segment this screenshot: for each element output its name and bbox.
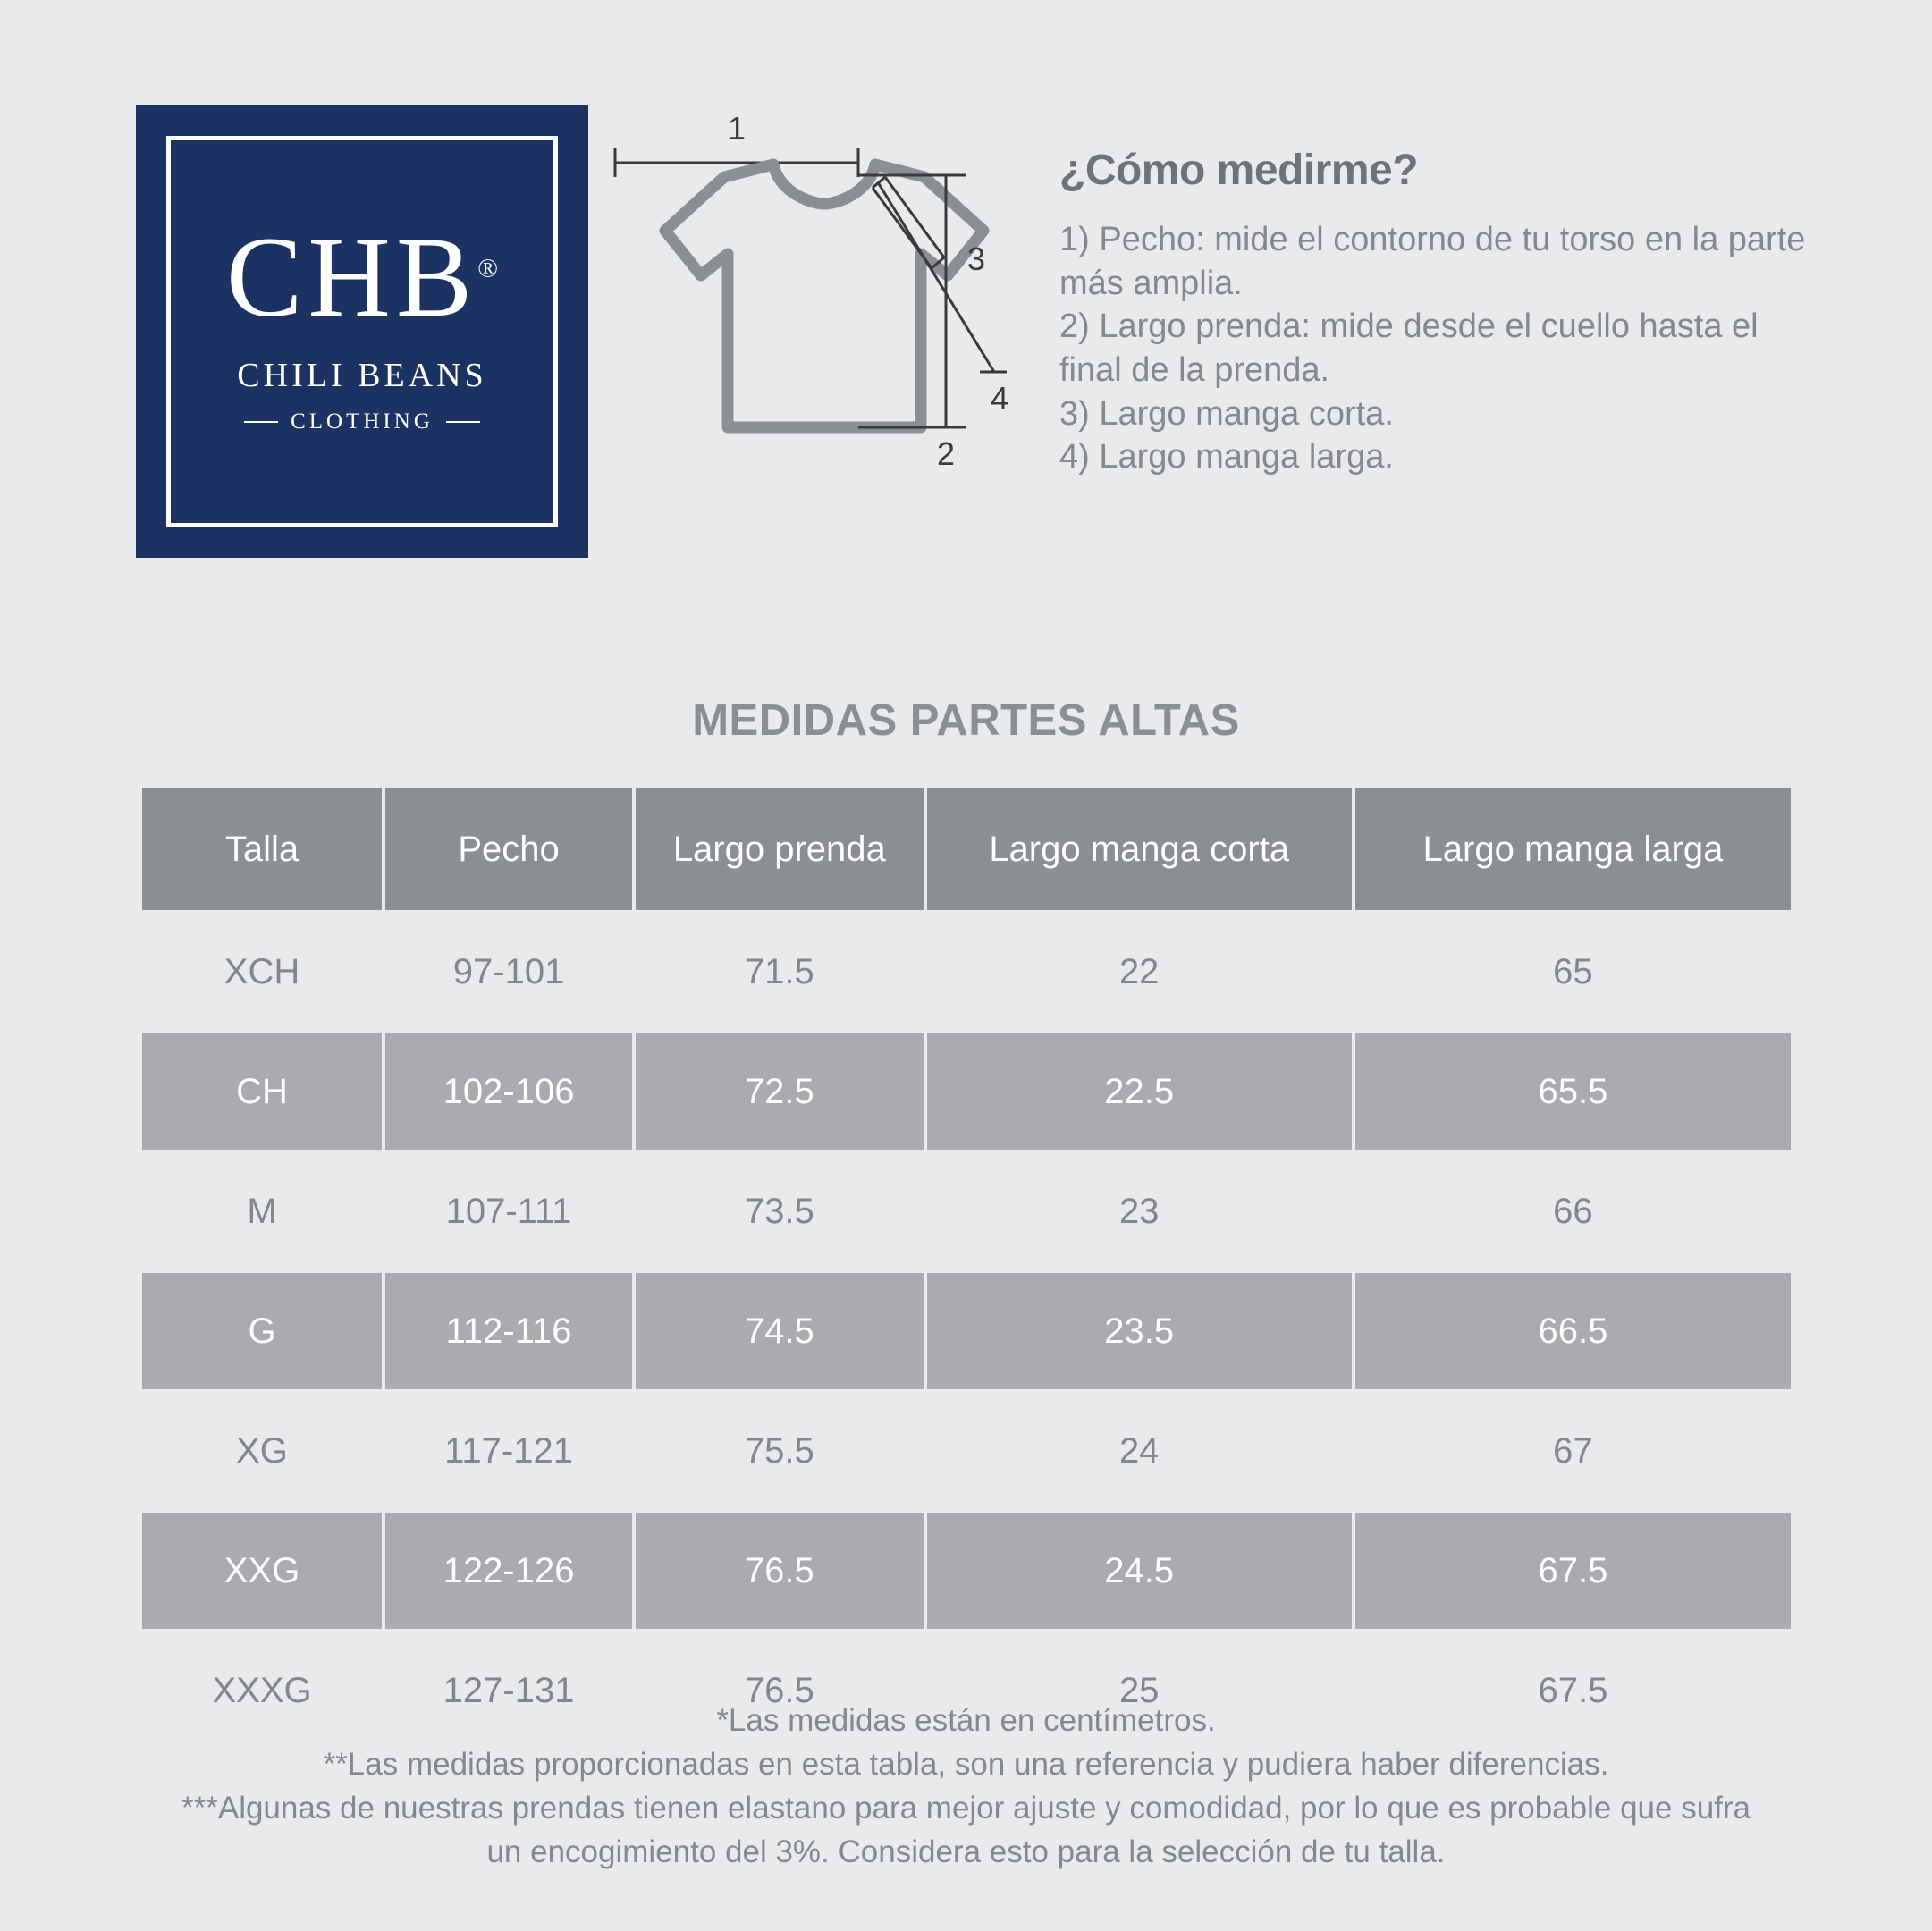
logo-subtitle: CLOTHING: [291, 409, 434, 434]
table-row: [142, 914, 1791, 1030]
how-to-measure-item: 3) Largo manga corta.: [1059, 394, 1394, 433]
cell-long-sleeve: 67.5: [1538, 1670, 1608, 1710]
table-row: [142, 1273, 1791, 1389]
table-row: [142, 1393, 1791, 1509]
cell-long-sleeve: 65.5: [1355, 1033, 1791, 1150]
table-header-row: [142, 788, 1791, 910]
how-to-measure-title: ¿Cómo medirme?: [1059, 147, 1419, 194]
cell-long-sleeve: 66: [1553, 1191, 1593, 1231]
cell-long-sleeve: 67: [1553, 1430, 1593, 1471]
short-sleeve-label: 3: [966, 240, 986, 277]
table-row: [142, 1513, 1791, 1629]
cell-length: 73.5: [744, 1191, 814, 1231]
column-header-pecho: Pecho: [385, 788, 632, 910]
cell-long-sleeve: 66.5: [1355, 1273, 1791, 1389]
cell-chest: 107-111: [445, 1191, 572, 1231]
logo-rule-left-icon: [244, 421, 278, 423]
logo-rule-right-icon: [446, 421, 480, 423]
cell-short-sleeve: 24.5: [927, 1513, 1352, 1629]
registered-trademark-icon: ®: [477, 253, 498, 283]
cell-size: G: [142, 1273, 382, 1389]
cell-chest: 117-121: [444, 1430, 573, 1471]
tshirt-diagram-svg: [590, 88, 1055, 535]
cell-chest: 97-101: [452, 951, 565, 991]
long-sleeve-label: 4: [990, 380, 1009, 417]
cell-short-sleeve: 23.5: [927, 1273, 1352, 1389]
cell-chest: 127-131: [443, 1670, 575, 1710]
cell-chest: 122-126: [385, 1513, 632, 1629]
footnote-line: un encogimiento del 3%. Considera esto para la selección de tu talla.: [486, 1834, 1446, 1869]
cell-long-sleeve: 67.5: [1355, 1513, 1791, 1629]
tshirt-outline-icon: [665, 164, 986, 427]
column-header-largo-prenda: Largo prenda: [636, 788, 924, 910]
footnote-line: *Las medidas están en centímetros.: [716, 1703, 1216, 1738]
cell-length: 72.5: [636, 1033, 924, 1150]
table-row: [142, 1033, 1791, 1150]
cell-chest: 102-106: [385, 1033, 632, 1150]
size-table: [139, 785, 1794, 1752]
how-to-measure-item: 1) Pecho: mide el contorno de tu torso en la parte más amplia.: [1059, 221, 1806, 302]
size-table-title: MEDIDAS PARTES ALTAS: [692, 696, 1240, 745]
cell-size: M: [247, 1191, 277, 1231]
how-to-measure-item: 2) Largo prenda: mide desde el cuello hasta el final de la prenda.: [1059, 308, 1759, 389]
cell-short-sleeve: 24: [1118, 1430, 1160, 1471]
logo-initials: [136, 214, 588, 341]
cell-size: XXG: [142, 1513, 382, 1629]
footnote-line: ***Algunas de nuestras prendas tienen elastano para mejor ajuste y comodidad, por lo que es probable que sufra: [181, 1791, 1751, 1826]
footnotes: [0, 1699, 1932, 1874]
chest-label: 1: [727, 110, 747, 147]
length-label: 2: [936, 435, 956, 472]
logo-initials-text: CHB: [226, 214, 478, 341]
how-to-measure-item: 4) Largo manga larga.: [1059, 438, 1394, 476]
long-sleeve-dimension-line-icon: [878, 182, 994, 372]
cell-length: 71.5: [744, 951, 814, 991]
cell-length: 76.5: [744, 1670, 814, 1710]
cell-size: XXXG: [212, 1670, 312, 1710]
cell-length: 76.5: [636, 1513, 924, 1629]
cell-size: XG: [236, 1430, 288, 1471]
cell-length: 75.5: [744, 1430, 814, 1471]
cell-short-sleeve: 22.5: [927, 1033, 1352, 1150]
cell-chest: 112-116: [385, 1273, 632, 1389]
column-header-talla: Talla: [142, 788, 382, 910]
brand-logo: [136, 105, 588, 558]
cell-size: XCH: [224, 951, 300, 991]
cell-short-sleeve: 25: [1118, 1670, 1160, 1710]
column-header-manga-larga: Largo manga larga: [1355, 788, 1791, 910]
footnote-line: **Las medidas proporcionadas en esta tabla, son una referencia y pudiera haber diferencias.: [323, 1747, 1609, 1782]
cell-short-sleeve: 22: [1118, 951, 1160, 991]
logo-subtitle-row: [136, 409, 588, 434]
tshirt-measurement-diagram: [590, 88, 1055, 535]
cell-size: CH: [142, 1033, 382, 1150]
cell-long-sleeve: 65: [1553, 951, 1593, 991]
column-header-manga-corta: Largo manga corta: [927, 788, 1352, 910]
logo-brand-name: CHILI BEANS: [237, 357, 487, 394]
how-to-measure-block: [1059, 146, 1828, 479]
table-row: [142, 1153, 1791, 1269]
cell-length: 74.5: [636, 1273, 924, 1389]
header-section: [0, 105, 1932, 570]
cell-short-sleeve: 23: [1118, 1191, 1160, 1231]
